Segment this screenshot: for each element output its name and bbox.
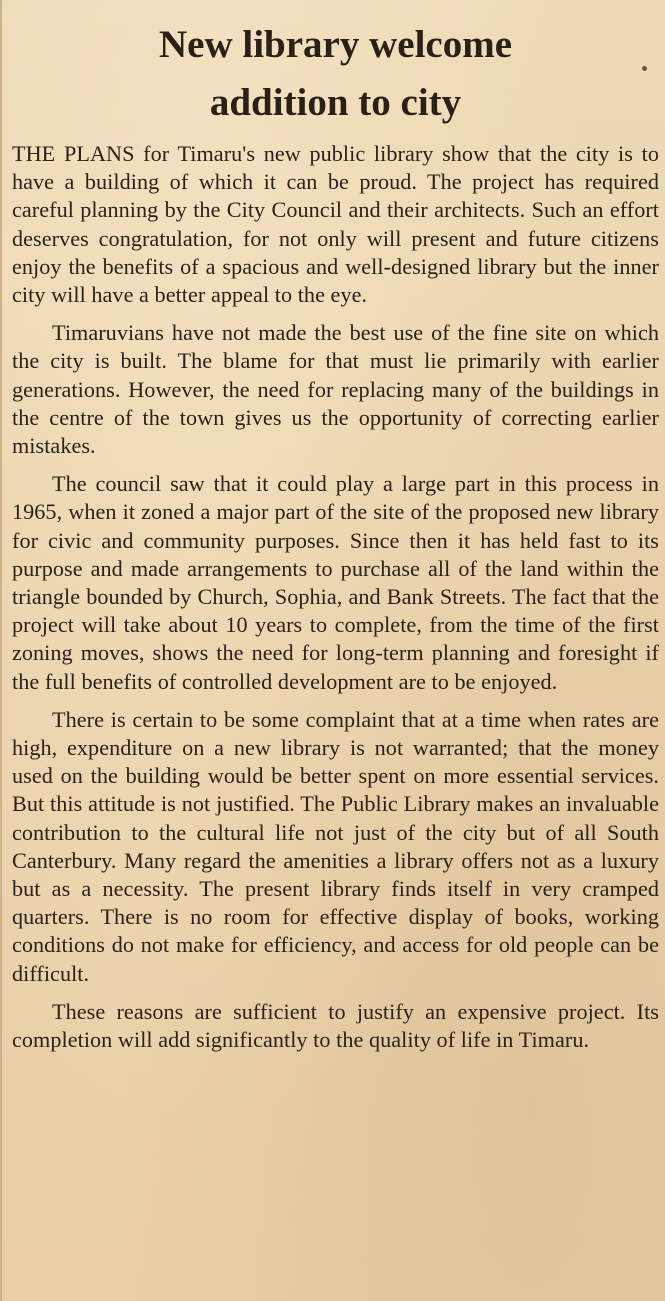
paragraph-4: There is certain to be some complaint that at a time when rates are high, expenditure on a new library is not warranted; that the money used on the building would be better spent on more essential services. But this attitude is not justified. The Public Library makes an invaluable contribution to the cultural life not just of the city but of all South Canterbury. Many regard the amenities a library offers not as a luxury but as a necessity. The present library finds itself in very cramped quarters. There is no room for effective display of books, working conditions do not make for efficiency, and access for old people can be difficult. [12, 706, 659, 986]
paper-speck [642, 66, 647, 71]
headline-line-2: addition to city [209, 81, 462, 124]
headline [12, 16, 659, 132]
paragraph-1: THE PLANS for Timaru's new public library show that the city is to have a building of which it can be proud. The project has required careful planning by the City Council and their architects. Such an effort deserves congratulation, for not only will present and future citizens enjoy the benefits of a spacious and well-designed library but the inner city will have a better appeal to the eye. [12, 141, 659, 308]
article-body [12, 140, 659, 1054]
paragraph-2: Timaruvians have not made the best use of the fine site on which the city is built. The blame for that must lie primarily with earlier generations. However, the need for replacing many of the buildings in the centre of the town gives us the opportunity of correcting earlier mistakes. [12, 320, 659, 459]
paragraph-3: The council saw that it could play a large part in this process in 1965, when it zoned a major part of the site of the proposed new library for civic and community purposes. Since then it has held fast to its purpose and made arrangements to purchase all of the land within the triangle bounded by Church, Sophia, and Bank Streets. The fact that the project will take about 10 years to complete, from the time of the first zoning moves, shows the need for long-term planning and foresight if the full benefits of controlled development are to be enjoyed. [12, 471, 659, 694]
paragraph-5: These reasons are sufficient to justify an expensive project. Its completion will add significantly to the quality of life in Timaru. [12, 998, 659, 1053]
headline-line-1: New library welcome [158, 23, 513, 66]
